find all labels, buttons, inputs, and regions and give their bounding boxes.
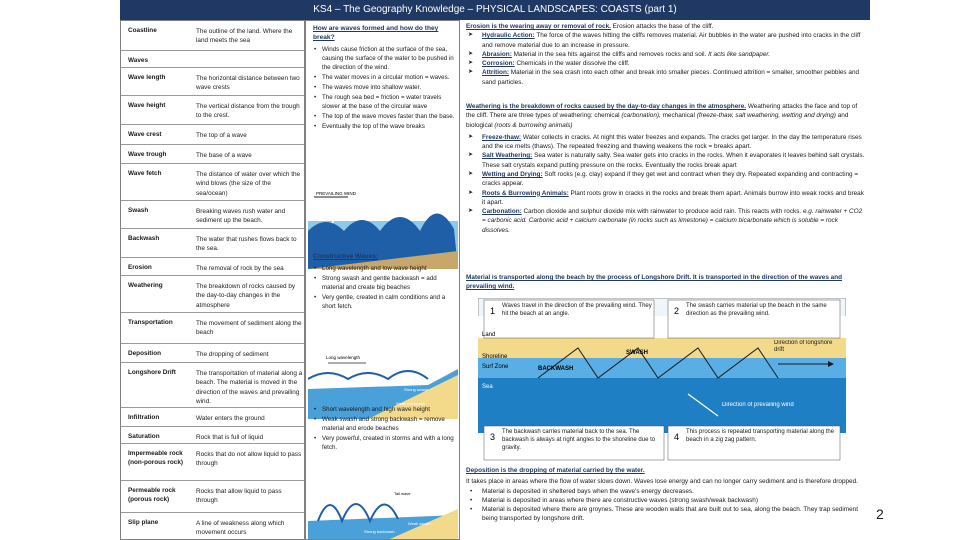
- swash-label: SWASH: [626, 350, 649, 356]
- glossary-term: Transportation: [128, 319, 173, 326]
- list-item: • The rough sea bed = friction = water travels slower at the base of the circular wave: [313, 94, 455, 112]
- glossary-row: [121, 229, 304, 258]
- glossary-term: Coastline: [128, 27, 157, 34]
- glossary-definition: Rocks that do not allow liquid to pass through: [196, 451, 302, 468]
- weathering-intro-a: Weathering attacks the face and top of the cliff. There are three types of weathering: chemical: [466, 103, 858, 120]
- weathering-mechanical: (freeze-thaw, salt weathering, wetting and drying): [696, 112, 836, 120]
- glossary-row: [121, 21, 304, 51]
- list-item: [466, 133, 866, 152]
- process-name: Carbonation:: [482, 208, 522, 216]
- glossary-definition: Rocks that allow liquid to pass through: [196, 488, 282, 505]
- step2-text-wrap: [686, 302, 838, 336]
- glossary-row: [121, 481, 304, 513]
- step2-number: 2: [674, 306, 680, 316]
- list-item: • Winds cause friction at the surface of the sea, causing the surface of the water to be pushed in the direction of the wind.: [313, 46, 455, 73]
- step3-text: The backwash carries material back to the sea. The backwash is always at right angles to the shoreline due to gravity.: [502, 429, 656, 452]
- process-name: Freeze-thaw:: [482, 133, 522, 141]
- glossary-definition: The water that rushes flows back to the sea.: [196, 236, 297, 253]
- glossary-table: [120, 20, 305, 540]
- glossary-term: Longshore Drift: [128, 369, 176, 376]
- drift-label-wrap: [774, 340, 844, 362]
- waves-heading: How are waves formed and how do they break?: [313, 25, 439, 41]
- strong-backwash-label: Strong backwash: [364, 529, 395, 534]
- glossary-row: [121, 344, 304, 363]
- glossary-term: Erosion: [128, 264, 152, 271]
- glossary-definition: The vertical distance from the trough to the crest.: [196, 103, 300, 120]
- process-text: Carbon dioxide and sulphur dioxide mix with rainwater to produce acid rain. This reacts with rocks.: [521, 208, 802, 216]
- list-item: • Material is deposited in sheltered bays when the wave's energy decreases.: [466, 487, 866, 496]
- process-name: Attrition:: [482, 69, 509, 77]
- glossary-term: Saturation: [128, 433, 160, 440]
- weathering-biological: (roots & burrowing animals): [494, 121, 573, 129]
- glossary-row: [121, 258, 304, 276]
- list-item: • Material is deposited in areas where there are constructive waves (strong swash/weak backwash): [466, 496, 866, 505]
- process-name: Wetting and Drying:: [482, 170, 543, 178]
- weathering-intro-b: mechanical: [660, 112, 697, 120]
- glossary-term: Wave fetch: [128, 170, 162, 177]
- step1-text-wrap: [502, 302, 652, 336]
- list-item: [466, 189, 866, 208]
- glossary-row: [121, 68, 304, 96]
- constructive-heading: Constructive Waves:: [313, 253, 378, 260]
- deposition-intro: It takes place in areas where the flow of water slows down. Waves lose energy and can no longer carry sediment and is therefore dropped.: [466, 478, 858, 486]
- list-item: • Short wavelength and high wave height: [313, 406, 455, 415]
- destructive-points: [313, 406, 455, 453]
- glossary-definition: A line of weakness along which movement occurs: [196, 520, 285, 537]
- glossary-row: [121, 513, 304, 539]
- glossary-term: Swash: [128, 207, 149, 214]
- weak-swash-label: Weak swash: [408, 521, 431, 526]
- step3-number: 3: [490, 432, 496, 442]
- process-text: The force of the waves hitting the cliffs removes material. Air bubbles in the water are pushed into cracks in the cliff and remove material due to an increase in pressure.: [482, 32, 861, 49]
- erosion-intro: Erosion attacks the base of the cliff.: [610, 23, 714, 30]
- step1-text: Waves travel in the direction of the prevailing wind. They hit the beach at an angle.: [502, 303, 652, 318]
- glossary-definition: Breaking waves rush water and sediment up the beach.: [196, 208, 286, 225]
- longshore-drift-diagram: [478, 298, 846, 463]
- shoreline-label: Shoreline: [482, 354, 508, 360]
- process-name: Salt Weathering:: [482, 152, 533, 160]
- list-item: [466, 50, 866, 59]
- glossary-definition: Rock that is full of liquid: [196, 434, 264, 441]
- step1-number: 1: [490, 306, 496, 316]
- glossary-row: [121, 313, 304, 344]
- glossary-definition: The horizontal distance between two wave crests: [196, 75, 300, 92]
- wind-label: Direction of prevailing wind: [722, 402, 794, 408]
- list-item: • Weak swash and strong backwash = remove material and erode beaches: [313, 416, 455, 434]
- glossary-row: [121, 363, 304, 408]
- transport-heading: Material is transported along the beach by the process of Longshore Drift. It is transported in the direction of the waves and prevailing wind.: [466, 274, 843, 291]
- process-text: Material in the sea hits against the cliffs and removes rocks and soil.: [511, 50, 707, 58]
- list-item: • Long wavelength and low wave height: [313, 265, 455, 274]
- long-wave-line: [308, 371, 428, 379]
- glossary-row: [121, 427, 304, 444]
- constructive-points: [313, 265, 455, 312]
- glossary-term: Weathering: [128, 282, 163, 289]
- backwash-label: BACKWASH: [538, 366, 574, 372]
- deposition-points: [466, 487, 866, 524]
- step4-text: This process is repeated transporting material along the beach in a zig zag pattern.: [686, 429, 835, 444]
- strong-swash-label: Strong swash: [404, 387, 429, 392]
- process-text: Sea water is naturally salty. Sea water gets into cracks in the rocks. When it evaporates it leaves behind salt crystals. These salt crystals expand putting pressure on the rocks. Eventually the rocks break apart: [482, 152, 865, 169]
- glossary-definition: Water enters the ground: [196, 415, 265, 422]
- list-item: • Very powerful, created in storms and with a long fetch.: [313, 435, 455, 453]
- list-item: • Strong swash and gentle backwash = add material and create big beaches: [313, 275, 455, 293]
- process-text: Water collects in cracks. At night this water freezes and expands. The cracks get larger. In the day the temperature rises and the ice melts (thaws). The repeated freezing and thawing weakens the rock = breaks apart.: [482, 133, 862, 151]
- glossary-term: Wave trough: [128, 151, 167, 158]
- process-text: Chemicals in the water dissolve the cliff.: [514, 60, 630, 68]
- glossary-term: Backwash: [128, 235, 160, 242]
- list-item: [466, 170, 866, 189]
- list-item: • The water moves in a circular motion = waves.: [313, 74, 455, 83]
- deposition-heading: Deposition is the dropping of material carried by the water.: [466, 467, 645, 474]
- list-item: • The top of the wave moves faster than the base.: [313, 113, 455, 122]
- process-name: Hydraulic Action:: [482, 32, 535, 40]
- step2-text: The swash carries material up the beach in the same direction as the prevailing wind.: [686, 303, 827, 318]
- glossary-definition: The removal of rock by the sea: [196, 265, 284, 272]
- page-number: 2: [876, 506, 884, 522]
- process-name: Corrosion:: [482, 60, 515, 68]
- list-item: • The waves move into shallow water.: [313, 84, 455, 93]
- glossary-term: Impermeable rock (non-porous rock): [128, 450, 184, 466]
- list-item: [466, 207, 866, 235]
- glossary-term: Wave length: [128, 74, 166, 81]
- glossary-row: [121, 444, 304, 481]
- glossary-definition: The distance of water over which the wind blows (the size of the sea/ocean): [196, 171, 301, 197]
- deposition-section: [466, 466, 866, 524]
- weathering-heading: Weathering is the breakdown of rocks caused by the day-to-day changes in the atmosphere.: [466, 103, 747, 110]
- glossary-row: [121, 276, 304, 313]
- process-note: It acts like sandpaper.: [706, 50, 771, 58]
- glossary-term: Deposition: [128, 350, 162, 357]
- process-text: Material in the sea crash into each other and break into smaller pieces. Continued attrition = smaller, smoother pebbles and sand particles.: [482, 69, 860, 86]
- weathering-intro-c: and biological: [466, 112, 849, 129]
- glossary-definition: The breakdown of rocks caused by the day-to-day changes in the atmosphere: [196, 283, 296, 309]
- glossary-row: [121, 145, 304, 164]
- glossary-row: [121, 51, 304, 68]
- process-text: Soft rocks (e.g. clay) expand if they get wet and contract when they dry. Repeated expanding and contracting = cracks appear.: [482, 170, 859, 188]
- glossary-definition: The transportation of material along a beach. The material is moved in the direction of the waves and prevailing wind.: [196, 370, 303, 405]
- erosion-list: [466, 31, 866, 87]
- list-item: [466, 151, 866, 170]
- waves-points: [313, 46, 455, 132]
- transport-section: [466, 273, 866, 292]
- step4-number: 4: [674, 432, 680, 442]
- list-item: [466, 31, 866, 50]
- process-note: e.g. rainwater + CO2 = carbonic acid. Carbonic acid + calcium carbonate (in rocks such as limestone) = calcium bicarbonate which is soluble = rock dissolves.: [482, 208, 863, 234]
- glossary-row: [121, 408, 304, 427]
- glossary-definition: The movement of sediment along the beach: [196, 320, 302, 337]
- list-item: [466, 59, 866, 68]
- glossary-term: Permeable rock (porous rock): [128, 487, 176, 503]
- waves-section: [313, 25, 455, 133]
- wind-label-wrap: [722, 402, 802, 424]
- process-text: Plant roots grow in cracks in the rocks and break them apart. Animals burrow into weak rocks and break it apart.: [482, 189, 864, 206]
- glossary-definition: The outline of the land. Where the land meets the sea: [196, 28, 293, 45]
- weak-backwash-label: Weak backwash: [396, 401, 426, 406]
- page-title: KS4 – The Geography Knowledge – PHYSICAL LANDSCAPES: COASTS (part 1): [120, 0, 870, 20]
- erosion-heading: Erosion is the wearing away or removal of rock.: [466, 23, 611, 30]
- glossary-row: [121, 164, 304, 201]
- glossary-term: Slip plane: [128, 519, 159, 526]
- glossary-term: Wave crest: [128, 131, 162, 138]
- surf-zone-label: Surf Zone: [482, 364, 509, 370]
- tall-wave-label: Tall wave: [394, 491, 411, 496]
- step4-text-wrap: [686, 428, 838, 460]
- weathering-list: [466, 133, 866, 235]
- list-item: • Eventually the top of the wave breaks: [313, 123, 455, 132]
- step3-text-wrap: [502, 428, 662, 460]
- glossary-definition: The dropping of sediment: [196, 351, 269, 358]
- sea-label: Sea: [482, 384, 493, 390]
- land-label: Land: [482, 332, 496, 338]
- list-item: • Material is deposited where there are groynes. These are wooden walls that are built out to sea, along the beach. They trap sediment being transported by longshore drift.: [466, 505, 866, 524]
- glossary-row: [121, 201, 304, 229]
- glossary-term: Infiltration: [128, 414, 160, 421]
- weathering-chemical: (carbonation),: [621, 112, 661, 120]
- list-item: [466, 68, 866, 87]
- glossary-term: Wave height: [128, 102, 166, 109]
- list-item: • Very gentle, created in calm conditions and a short fetch.: [313, 294, 455, 312]
- weathering-section: [466, 102, 866, 235]
- prevailing-wind-label: PREVAILING WIND: [316, 191, 356, 196]
- process-name: Abrasion:: [482, 50, 512, 58]
- destructive-wave-diagram: [308, 481, 458, 539]
- glossary-row: [121, 125, 304, 145]
- glossary-definition: The base of a wave: [196, 152, 252, 159]
- process-name: Roots & Burrowing Animals:: [482, 189, 569, 197]
- long-wavelength-label: Long wavelength: [326, 355, 361, 360]
- glossary-row: [121, 96, 304, 125]
- drift-label: Direction of longshore drift: [774, 340, 833, 354]
- glossary-definition: The top of a wave: [196, 132, 247, 139]
- constructive-section: [313, 253, 455, 313]
- waves-column: [305, 20, 460, 540]
- destructive-section: [313, 406, 455, 454]
- erosion-section: [466, 22, 866, 87]
- glossary-term: Waves: [128, 57, 149, 64]
